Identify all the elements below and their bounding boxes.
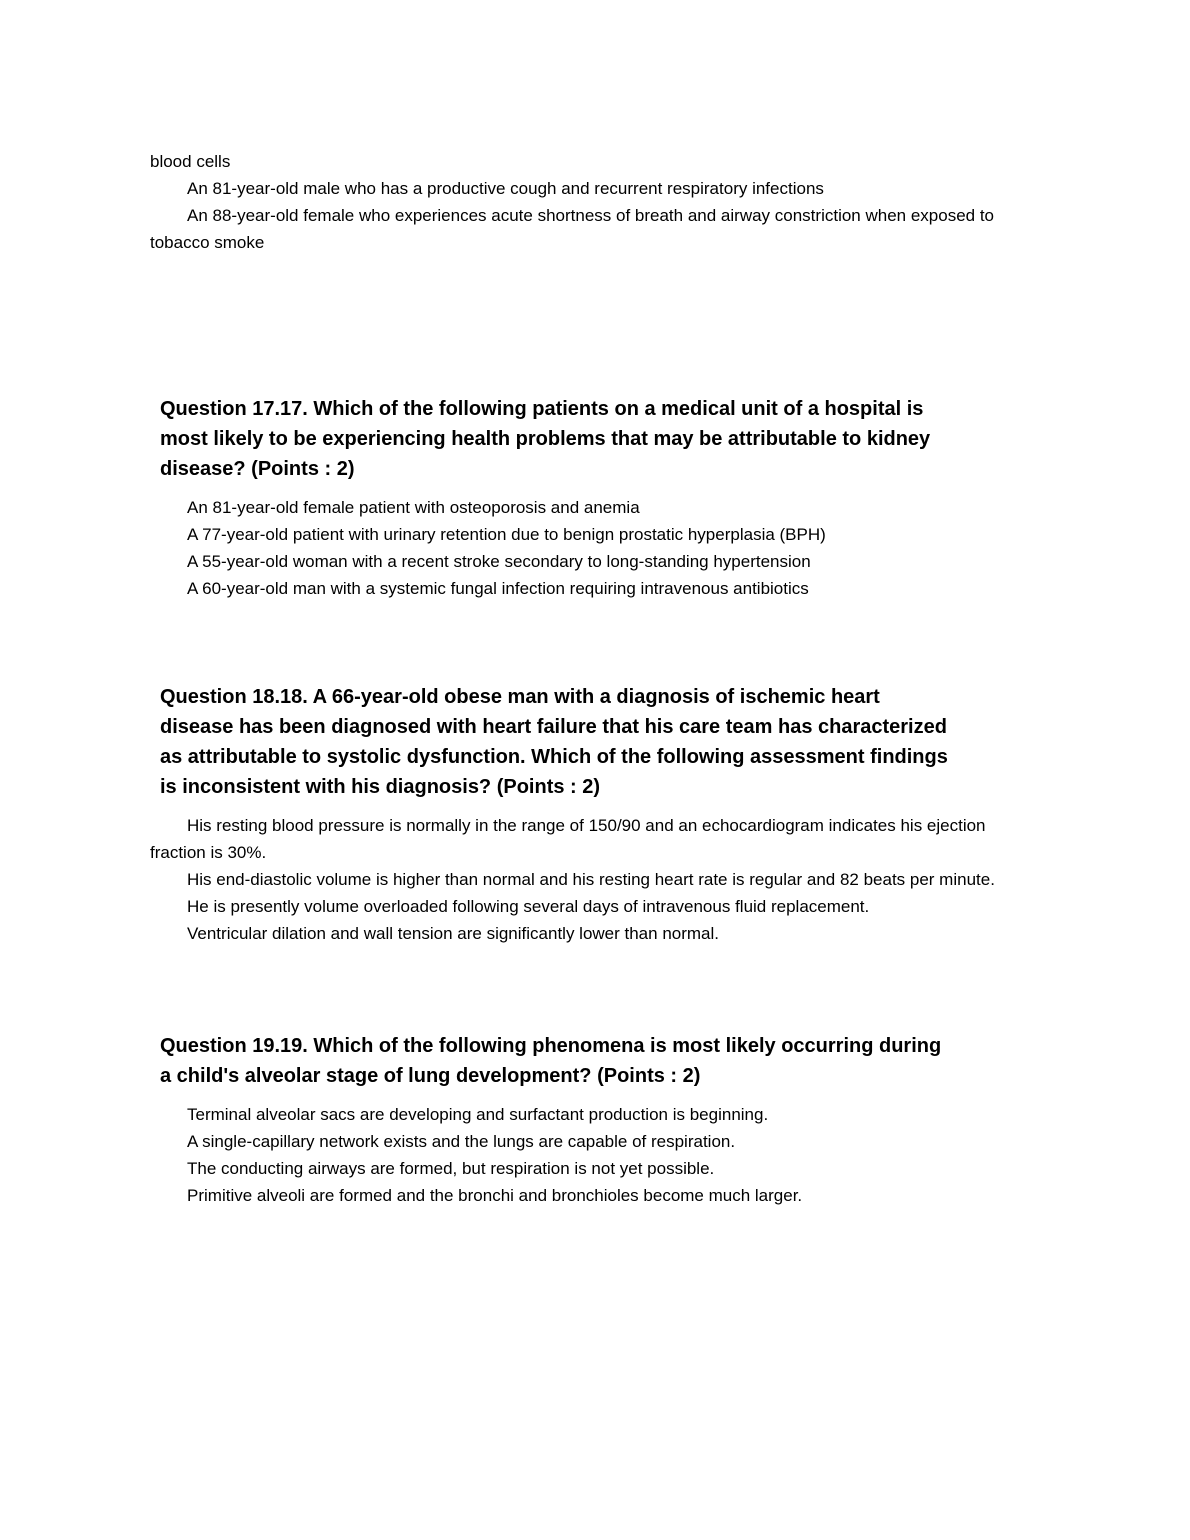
question-block-17 xyxy=(150,394,1015,602)
question-heading: Question 19.19. Which of the following phenomena is most likely occurring during a child's alveolar stage of lung development? (Points : 2) xyxy=(160,1035,942,1087)
question-block-18 xyxy=(150,682,1015,947)
previous-question-fragment xyxy=(150,148,1015,256)
answer-option: An 81-year-old female patient with osteoporosis and anemia xyxy=(187,498,640,517)
fragment-continuation-line: blood cells xyxy=(150,152,231,171)
answer-option: Ventricular dilation and wall tension are significantly lower than normal. xyxy=(187,924,720,943)
answer-option: A 77-year-old patient with urinary retention due to benign prostatic hyperplasia (BPH) xyxy=(187,525,826,544)
answer-option: His resting blood pressure is normally in the range of 150/90 and an echocardiogram indicates his ejection fraction is 30%. xyxy=(150,816,986,862)
answer-options xyxy=(150,812,1015,947)
question-heading: Question 17.17. Which of the following patients on a medical unit of a hospital is most likely to be experiencing health problems that may be attributable to kidney disease? (Points : 2) xyxy=(160,398,931,480)
document-content xyxy=(150,148,1015,1209)
answer-options xyxy=(150,494,1015,602)
question-block-19 xyxy=(150,1031,1015,1209)
answer-option: His end-diastolic volume is higher than normal and his resting heart rate is regular and 82 beats per minute. xyxy=(187,870,995,889)
answer-option: An 81-year-old male who has a productive cough and recurrent respiratory infections xyxy=(187,179,824,198)
answer-option: A 60-year-old man with a systemic fungal infection requiring intravenous antibiotics xyxy=(187,579,809,598)
answer-option: He is presently volume overloaded following several days of intravenous fluid replacement. xyxy=(187,897,870,916)
answer-option: Primitive alveoli are formed and the bronchi and bronchioles become much larger. xyxy=(187,1186,803,1205)
answer-option: The conducting airways are formed, but respiration is not yet possible. xyxy=(187,1159,715,1178)
answer-options xyxy=(150,1101,1015,1209)
answer-option: A single-capillary network exists and the lungs are capable of respiration. xyxy=(187,1132,736,1151)
question-heading: Question 18.18. A 66-year-old obese man with a diagnosis of ischemic heart disease has been diagnosed with heart failure that his care team has characterized as attributable to systolic dysfunction. Which of the following assessment findings is inconsistent with his diagnosis? (Points : 2) xyxy=(160,686,948,798)
answer-option: Terminal alveolar sacs are developing and surfactant production is beginning. xyxy=(187,1105,769,1124)
answer-option: A 55-year-old woman with a recent stroke secondary to long-standing hypertension xyxy=(187,552,811,571)
answer-option: An 88-year-old female who experiences acute shortness of breath and airway constriction when exposed to tobacco smoke xyxy=(150,206,995,252)
